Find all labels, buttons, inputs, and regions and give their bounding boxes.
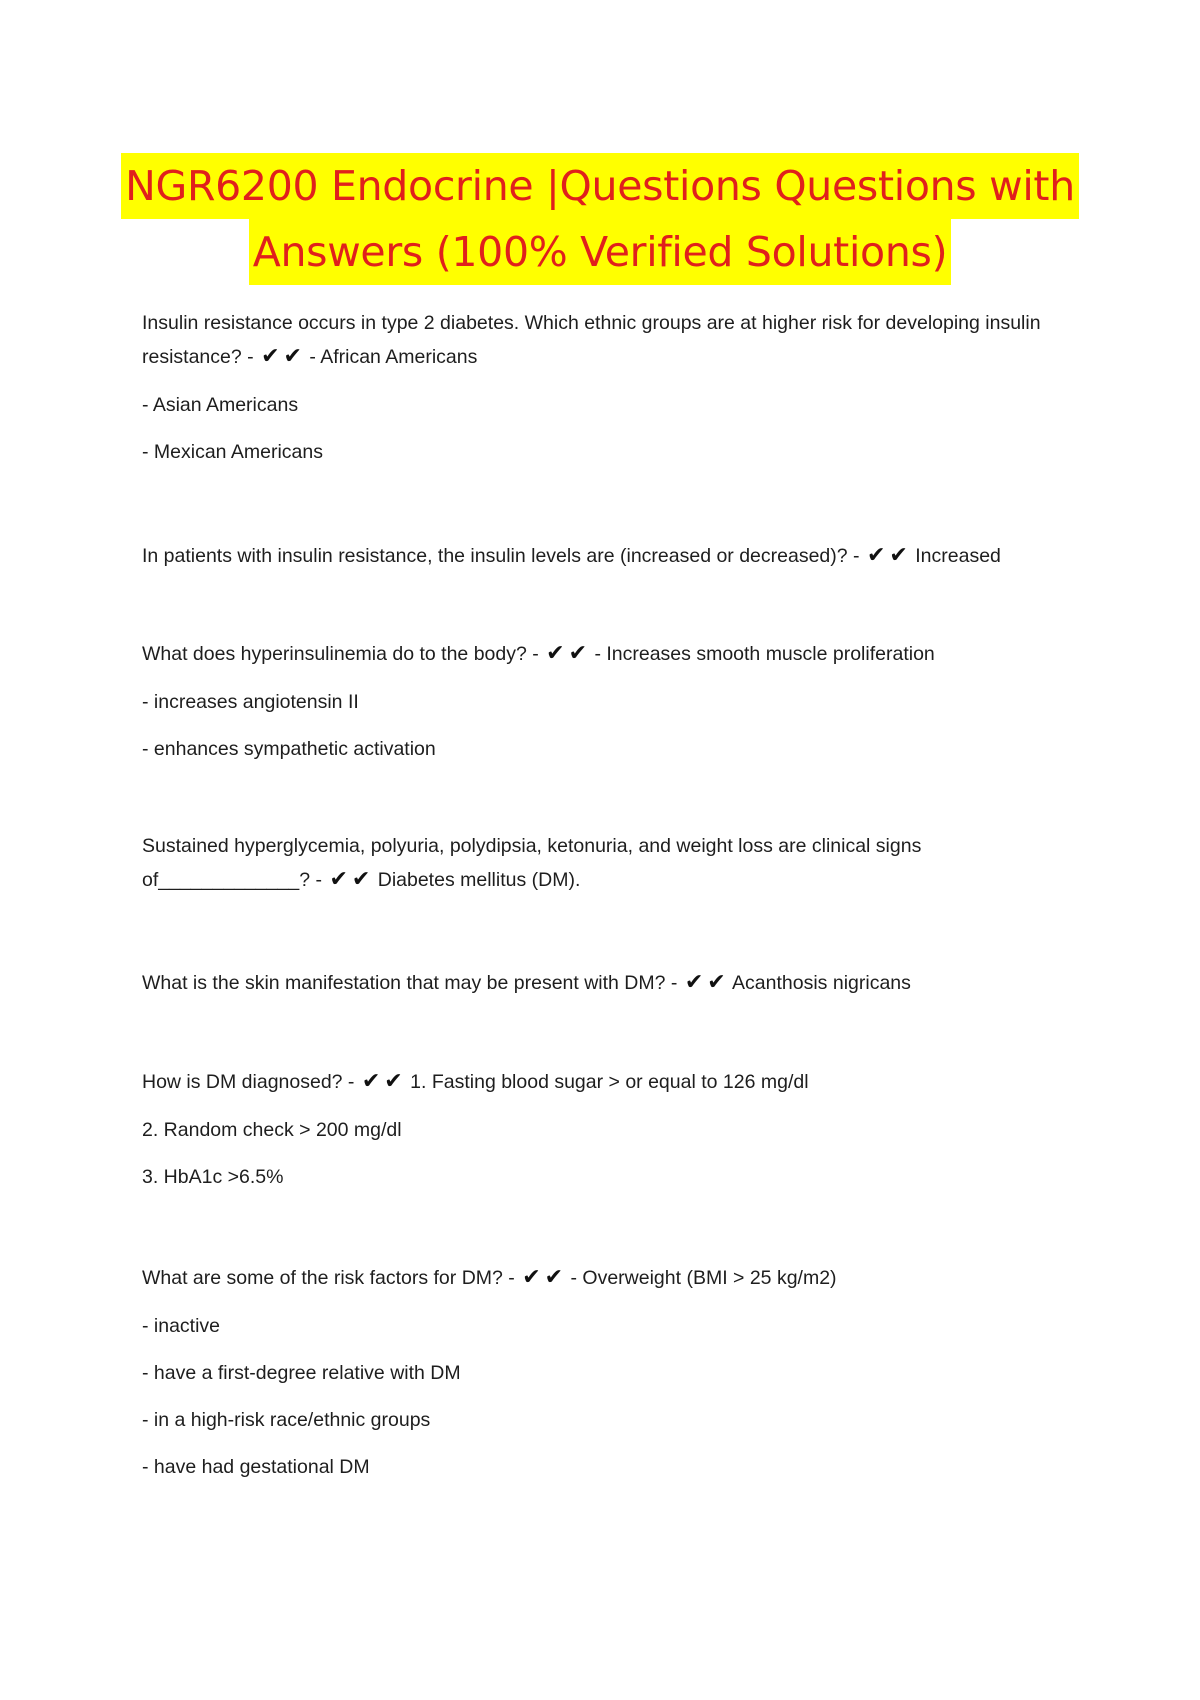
check-icon: ✔ — [546, 641, 565, 666]
qa-item-7 — [142, 1261, 1072, 1484]
check-icon: ✔ — [544, 1265, 564, 1290]
title-line-1: NGR6200 Endocrine |Questions Questions with — [121, 153, 1079, 219]
check-icon: ✔ — [889, 543, 908, 568]
check-icon: ✔ — [283, 344, 302, 369]
answer-item: - increases angiotensin II — [142, 691, 359, 713]
question-text: In patients with insulin resistance, the insulin levels are (increased or decreased)? - — [142, 545, 860, 567]
answer-text: 1. Fasting blood sugar > or equal to 126 mg/dl — [410, 1071, 809, 1093]
answer-text: - Increases smooth muscle proliferation — [594, 643, 935, 665]
question-text: How is DM diagnosed? - — [142, 1071, 355, 1093]
check-icon: ✔ — [261, 344, 280, 369]
check-icon: ✔ — [361, 1069, 381, 1094]
question-text-cont: of_____________? - — [142, 869, 323, 891]
answer-item: - inactive — [142, 1315, 221, 1337]
question-text-cont: resistance? - — [142, 346, 254, 368]
title-line-2: Answers (100% Verified Solutions) — [249, 219, 952, 285]
qa-item-4 — [142, 829, 1072, 897]
qa-item-1 — [142, 306, 1072, 469]
answer-item: - have had gestational DM — [142, 1456, 370, 1478]
question-text: Insulin resistance occurs in type 2 diabetes. Which ethnic groups are at higher risk for developing insulin — [142, 312, 1041, 334]
answer-text: - African Americans — [309, 346, 478, 368]
answer-item: 2. Random check > 200 mg/dl — [142, 1119, 402, 1141]
check-icon: ✔ — [866, 543, 886, 568]
answer-item: - enhances sympathetic activation — [142, 738, 436, 760]
check-icon: ✔ — [351, 867, 371, 892]
answer-item: - have a first-degree relative with DM — [142, 1362, 461, 1384]
qa-item-5 — [142, 966, 1072, 1000]
check-icon: ✔ — [684, 970, 704, 995]
answer-text: Increased — [915, 545, 1001, 567]
check-icon: ✔ — [522, 1265, 541, 1290]
question-text: What are some of the risk factors for DM? - — [142, 1267, 515, 1289]
document-title — [100, 153, 1100, 285]
qa-item-3 — [142, 637, 1072, 766]
answer-item: - in a high-risk race/ethnic groups — [142, 1409, 431, 1431]
check-icon: ✔ — [707, 970, 726, 995]
qa-item-2 — [142, 539, 1072, 573]
answer-item: - Mexican Americans — [142, 441, 323, 463]
check-icon: ✔ — [384, 1069, 403, 1094]
question-text: Sustained hyperglycemia, polyuria, polydipsia, ketonuria, and weight loss are clinical signs — [142, 835, 922, 857]
qa-item-6 — [142, 1065, 1072, 1194]
answer-item: - Asian Americans — [142, 394, 299, 416]
check-icon: ✔ — [568, 641, 588, 666]
answer-text: Acanthosis nigricans — [732, 972, 911, 994]
answer-item: 3. HbA1c >6.5% — [142, 1166, 284, 1188]
question-text: What does hyperinsulinemia do to the body? - — [142, 643, 539, 665]
question-text: What is the skin manifestation that may be present with DM? - — [142, 972, 678, 994]
answer-text: Diabetes mellitus (DM). — [377, 869, 581, 891]
answer-text: - Overweight (BMI > 25 kg/m2) — [570, 1267, 837, 1289]
check-icon: ✔ — [329, 867, 348, 892]
